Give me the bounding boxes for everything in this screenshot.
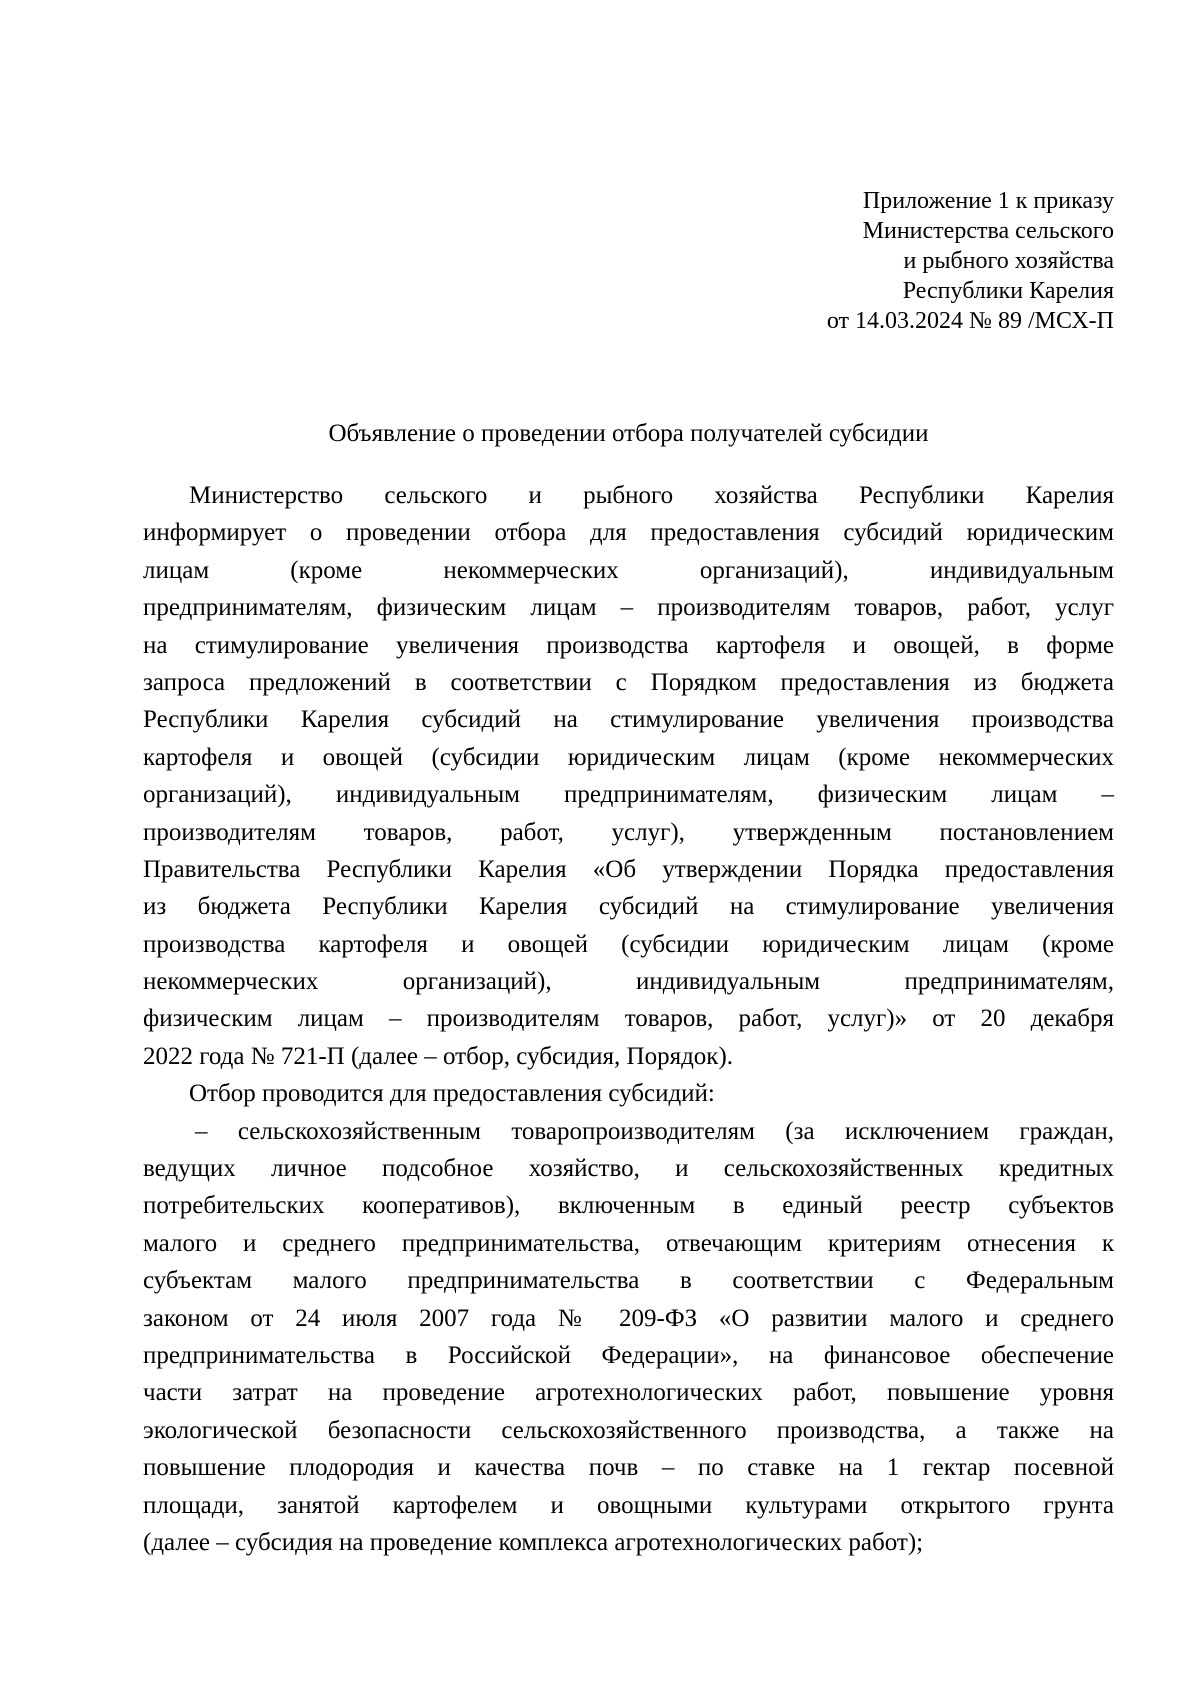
body-line: ведущих личное подсобное хозяйство, и сельскохозяйственных кредитных [143,1155,1114,1183]
body-line: производства картофеля и овощей (субсидии юридическим лицам (кроме [143,930,1114,958]
body-line: экологической безопасности сельскохозяйственного производства, а также на [143,1416,1114,1444]
body-line: площади, занятой картофелем и овощными культурами открытого грунта [143,1491,1114,1519]
body-line: информирует о проведении отбора для предоставления субсидий юридическим [143,519,1114,547]
body-line: 2022 года № 721-П (далее – отбор, субсидия, Порядок). [143,1042,734,1070]
body-line: некоммерческих организаций), индивидуальным предпринимателям, [143,968,1114,996]
document-title: Объявление о проведении отбора получателей субсидии [328,420,929,447]
body-line: организаций), индивидуальным предпринимателям, физическим лицам – [143,781,1114,809]
body-line: производителям товаров, работ, услуг), утвержденным постановлением [143,818,1114,846]
approval-block [694,186,1114,336]
body-line: предпринимательства в Российской Федерации», на финансовое обеспечение [143,1341,1114,1369]
approval-line: и рыбного хозяйства [903,248,1114,274]
approval-line: от 14.03.2024 № 89 /МСХ-П [826,308,1114,334]
body-line: повышение плодородия и качества почв – по ставке на 1 гектар посевной [143,1454,1114,1482]
body-line: картофеля и овощей (субсидии юридическим лицам (кроме некоммерческих [143,743,1114,771]
body-line: Отбор проводится для предоставления субсидий: [189,1080,715,1108]
body-line: запроса предложений в соответствии с Порядком предоставления из бюджета [143,668,1114,696]
body-line: – сельскохозяйственным товаропроизводителям (за исключением граждан, [195,1117,1114,1145]
body-line: субъектам малого предпринимательства в соответствии с Федеральным [143,1267,1114,1295]
body-line: Республики Карелия субсидий на стимулирование увеличения производства [143,706,1114,734]
body-line: из бюджета Республики Карелия субсидий на стимулирование увеличения [143,893,1114,921]
body-line: потребительских кооперативов), включенным в единый реестр субъектов [143,1192,1114,1220]
body-line: физическим лицам – производителям товаров, работ, услуг)» от 20 декабря [143,1005,1114,1033]
body-line: малого и среднего предпринимательства, отвечающим критериям отнесения к [143,1229,1114,1257]
body-line: предпринимателям, физическим лицам – производителям товаров, работ, услуг [143,594,1114,622]
approval-line: Министерства сельского [862,218,1114,244]
body-line: (далее – субсидия на проведение комплекса агротехнологических работ); [143,1528,924,1556]
body-line: законом от 24 июля 2007 года № 209-ФЗ «О развитии малого и среднего [143,1304,1114,1332]
body-line: части затрат на проведение агротехнологических работ, повышение уровня [143,1379,1114,1407]
approval-line: Приложение 1 к приказу [862,188,1114,214]
body-line: на стимулирование увеличения производства картофеля и овощей, в форме [143,631,1114,659]
approval-line: Республики Карелия [902,278,1114,304]
body-line: Министерство сельского и рыбного хозяйства Республики Карелия [189,482,1114,509]
body-line: Правительства Республики Карелия «Об утверждении Порядка предоставления [143,855,1114,883]
document-body [143,477,1114,1561]
body-line: лицам (кроме некоммерческих организаций), индивидуальным [143,556,1114,584]
